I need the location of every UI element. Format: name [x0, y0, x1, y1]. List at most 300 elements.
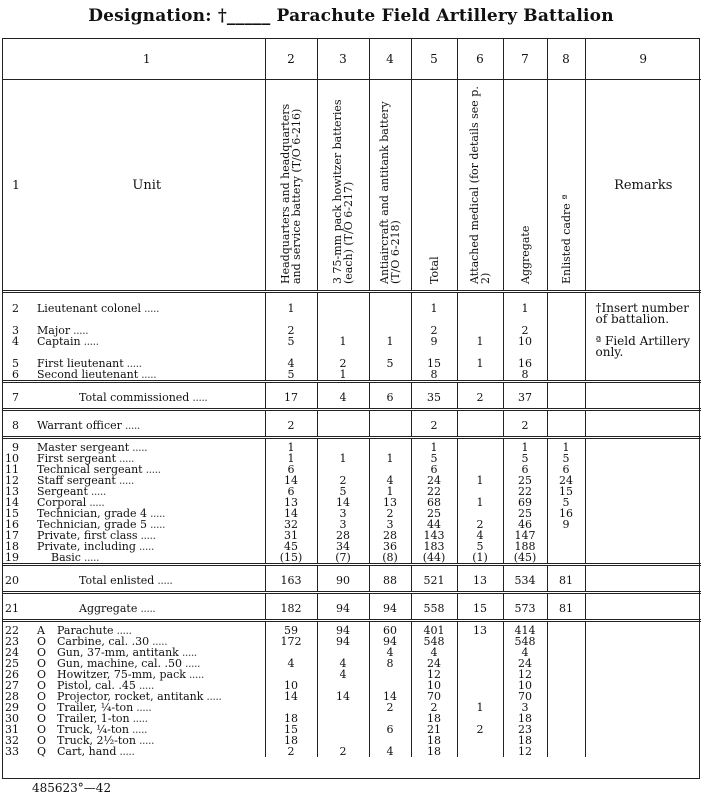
unit-cell: O Gun, 37-mm, antitank .....: [37, 646, 197, 659]
value-cell: (7): [317, 552, 369, 565]
table-row: [3, 621, 701, 637]
value-cell: 90: [317, 565, 369, 593]
item-code: Q: [37, 745, 47, 758]
remarks-cell: [585, 475, 701, 486]
remarks-cell: [585, 713, 701, 724]
value-cell: 15: [547, 486, 585, 497]
unit-label: Private, first class: [37, 529, 138, 542]
remarks-cell: [585, 702, 701, 713]
unit-label: Warrant officer: [37, 418, 122, 432]
value-cell: 69: [503, 497, 547, 508]
value-cell: 14: [265, 508, 317, 519]
value-cell: 573: [503, 593, 547, 621]
value-cell: 172: [265, 636, 317, 647]
item-code: O: [37, 712, 47, 725]
row-number: 29: [5, 701, 19, 714]
value-cell: 188: [503, 541, 547, 552]
value-cell: 2: [317, 358, 369, 369]
value-cell: 2: [265, 325, 317, 336]
value-cell: 21: [411, 724, 457, 735]
value-cell: [547, 410, 585, 438]
value-cell: 5: [369, 358, 411, 369]
table-row: [3, 486, 701, 497]
value-cell: 5: [265, 369, 317, 382]
value-cell: 2: [265, 746, 317, 757]
row-number: 8: [3, 410, 29, 438]
row-number: 13: [5, 485, 19, 498]
item-code: O: [37, 635, 47, 648]
unit-cell: O Carbine, cal. .30 .....: [37, 635, 168, 648]
value-cell: 2: [411, 702, 457, 713]
unit-cell: Basic .....: [51, 551, 99, 564]
value-cell: 34: [317, 541, 369, 552]
unit-cell: Sergeant .....: [37, 485, 106, 498]
table-row: [3, 552, 701, 565]
col-number: 7: [503, 39, 547, 80]
value-cell: 4: [457, 530, 503, 541]
remarks-cell: [585, 541, 701, 552]
value-cell: 94: [369, 636, 411, 647]
value-cell: [547, 621, 585, 637]
value-cell: 68: [411, 497, 457, 508]
value-cell: 17: [265, 382, 317, 410]
value-cell: 6: [265, 486, 317, 497]
value-cell: 3: [317, 508, 369, 519]
col-number: 9: [585, 39, 701, 80]
unit-label: Cart, hand: [57, 745, 117, 758]
value-cell: 24: [547, 475, 585, 486]
value-cell: 1: [317, 336, 369, 358]
value-cell: 6: [547, 464, 585, 475]
value-cell: 13: [457, 621, 503, 637]
item-code: O: [37, 690, 47, 703]
header-hq-battery: Headquarters and headquarters and service battery (T/O 6-216): [279, 103, 303, 284]
unit-label: First sergeant: [37, 452, 116, 465]
value-cell: [369, 292, 411, 326]
value-cell: [457, 735, 503, 746]
value-cell: [369, 410, 411, 438]
unit-cell: Total commissioned .....: [29, 382, 265, 410]
row-number: 24: [5, 646, 19, 659]
remark-note: †Insert number of battalion.: [595, 301, 689, 326]
value-cell: 25: [503, 475, 547, 486]
unit-cell: Corporal .....: [37, 496, 105, 509]
unit-cell: Staff sergeant .....: [37, 474, 134, 487]
remarks-cell: [585, 636, 701, 647]
remarks-cell: [585, 691, 701, 702]
value-cell: 548: [411, 636, 457, 647]
value-cell: 9: [547, 519, 585, 530]
value-cell: 14: [317, 497, 369, 508]
col-number: 8: [547, 39, 585, 80]
value-cell: 4: [317, 669, 369, 680]
value-cell: 1: [317, 369, 369, 382]
value-cell: 4: [369, 475, 411, 486]
row-number: 4: [12, 335, 19, 348]
unit-label: Staff sergeant: [37, 474, 116, 487]
remarks-cell: [585, 519, 701, 530]
row-number: 30: [5, 712, 19, 725]
value-cell: 10: [411, 680, 457, 691]
value-cell: 1: [369, 486, 411, 497]
value-cell: 558: [411, 593, 457, 621]
table-row: [3, 382, 701, 410]
value-cell: 22: [411, 486, 457, 497]
unit-cell: Technician, grade 4 .....: [37, 507, 166, 520]
row-number: 16: [5, 518, 19, 531]
row-number: 6: [12, 368, 19, 381]
remarks-cell: [585, 669, 701, 680]
value-cell: 12: [411, 669, 457, 680]
unit-cell: O Pistol, cal. .45 .....: [37, 679, 154, 692]
value-cell: [457, 658, 503, 669]
unit-cell: Private, first class .....: [37, 529, 156, 542]
unit-cell: Second lieutenant .....: [37, 368, 157, 381]
value-cell: [547, 735, 585, 746]
value-cell: [547, 658, 585, 669]
unit-label: Truck, ¼-ton: [57, 723, 130, 736]
value-cell: 14: [317, 691, 369, 702]
header-total: Total: [427, 256, 441, 284]
unit-label: Technical sergeant: [37, 463, 143, 476]
value-cell: 32: [265, 519, 317, 530]
row-number: 25: [5, 657, 19, 670]
row-number: 2: [12, 302, 19, 315]
value-cell: [547, 336, 585, 358]
unit-label: Technician, grade 5: [37, 518, 148, 531]
header-howitzer-batteries: 3 75-mm pack howitzer batteries (each) (T/O 6-217): [331, 99, 355, 284]
unit-cell: First sergeant .....: [37, 452, 134, 465]
value-cell: [547, 647, 585, 658]
value-cell: 24: [411, 475, 457, 486]
value-cell: 24: [503, 658, 547, 669]
unit-cell: Private, including .....: [37, 540, 154, 553]
value-cell: 15: [265, 724, 317, 735]
remarks-cell: [585, 410, 701, 438]
value-cell: 1: [317, 453, 369, 464]
value-cell: [547, 382, 585, 410]
header-row-number: 1: [3, 80, 29, 292]
value-cell: 1: [457, 475, 503, 486]
value-cell: 1: [265, 453, 317, 464]
value-cell: [457, 410, 503, 438]
remarks-cell: [585, 658, 701, 669]
value-cell: 60: [369, 621, 411, 637]
item-code: O: [37, 723, 47, 736]
item-code: O: [37, 701, 47, 714]
value-cell: 94: [369, 593, 411, 621]
unit-cell: Technical sergeant .....: [37, 463, 161, 476]
remarks-cell: [585, 530, 701, 541]
value-cell: 1: [411, 292, 457, 326]
value-cell: 2: [411, 325, 457, 336]
value-cell: [547, 702, 585, 713]
value-cell: 18: [503, 735, 547, 746]
unit-label: Gun, machine, cal. .50: [57, 657, 183, 670]
remarks-cell: [585, 647, 701, 658]
value-cell: 14: [265, 475, 317, 486]
col-number: 3: [317, 39, 369, 80]
unit-label: Aggregate: [79, 601, 138, 615]
column-number-row: [3, 39, 701, 80]
print-code: 485623°—42: [32, 781, 112, 795]
remarks-cell: [585, 621, 701, 637]
value-cell: [317, 713, 369, 724]
unit-label: Trailer, ¼-ton: [57, 701, 134, 714]
header-aa-at-battery: Antiaircraft and antitank battery (T/O 6-218): [378, 101, 402, 284]
value-cell: 18: [411, 746, 457, 757]
unit-label: Corporal: [37, 496, 87, 509]
value-cell: 12: [503, 669, 547, 680]
table-row: [3, 336, 701, 358]
value-cell: 10: [503, 680, 547, 691]
organization-table: [3, 39, 701, 757]
value-cell: 4: [265, 658, 317, 669]
value-cell: [547, 669, 585, 680]
value-cell: [317, 410, 369, 438]
value-cell: 81: [547, 565, 585, 593]
value-cell: 14: [369, 691, 411, 702]
row-number: 12: [5, 474, 19, 487]
value-cell: 3: [317, 519, 369, 530]
value-cell: 45: [265, 541, 317, 552]
value-cell: 4: [503, 647, 547, 658]
value-cell: 4: [369, 647, 411, 658]
value-cell: 1: [457, 497, 503, 508]
value-cell: 8: [503, 369, 547, 382]
value-cell: 2: [265, 410, 317, 438]
row-number: 18: [5, 540, 19, 553]
value-cell: [369, 438, 411, 454]
row-number: 7: [3, 382, 29, 410]
value-cell: 5: [547, 453, 585, 464]
value-cell: 2: [457, 724, 503, 735]
row-number: 26: [5, 668, 19, 681]
value-cell: 2: [457, 382, 503, 410]
value-cell: 70: [503, 691, 547, 702]
value-cell: 70: [411, 691, 457, 702]
unit-label: Second lieutenant: [37, 368, 139, 381]
value-cell: [369, 669, 411, 680]
unit-cell: Major .....: [37, 324, 89, 337]
value-cell: (15): [265, 552, 317, 565]
value-cell: [457, 636, 503, 647]
value-cell: 414: [503, 621, 547, 637]
item-code: O: [37, 679, 47, 692]
table-row: [3, 410, 701, 438]
unit-label: Truck, 2½-ton: [57, 734, 137, 747]
row-number: 31: [5, 723, 19, 736]
row-number: 22: [3, 621, 29, 637]
value-cell: 94: [317, 593, 369, 621]
unit-label: Sergeant: [37, 485, 88, 498]
value-cell: 13: [369, 497, 411, 508]
unit-cell: O Truck, ¼-ton .....: [37, 723, 147, 736]
value-cell: [547, 530, 585, 541]
value-cell: [457, 746, 503, 757]
row-number: 11: [5, 463, 19, 476]
value-cell: 1: [503, 292, 547, 326]
value-cell: 13: [265, 497, 317, 508]
row-number: 32: [5, 734, 19, 747]
remarks-cell: [585, 497, 701, 508]
row-number: 5: [12, 357, 19, 370]
value-cell: 5: [503, 453, 547, 464]
value-cell: 2: [503, 410, 547, 438]
value-cell: 59: [265, 621, 317, 637]
remarks-cell: [585, 486, 701, 497]
value-cell: 18: [411, 735, 457, 746]
row-number: 17: [5, 529, 19, 542]
value-cell: 28: [317, 530, 369, 541]
row-number: 10: [5, 452, 19, 465]
value-cell: 18: [265, 713, 317, 724]
unit-cell: A Parachute .....: [29, 621, 265, 637]
value-cell: 5: [547, 497, 585, 508]
row-number: 3: [12, 324, 19, 337]
unit-label: Trailer, 1-ton: [57, 712, 130, 725]
value-cell: 5: [317, 486, 369, 497]
col-number: 2: [265, 39, 317, 80]
value-cell: 23: [503, 724, 547, 735]
unit-cell: Lieutenant colonel .....: [37, 302, 160, 315]
value-cell: [457, 453, 503, 464]
header-attached-medical: Attached medical (for details see p. 2): [468, 86, 492, 284]
row-number: 15: [5, 507, 19, 520]
col-number: 5: [411, 39, 457, 80]
table-row: [3, 292, 701, 326]
value-cell: 2: [457, 519, 503, 530]
value-cell: [547, 680, 585, 691]
value-cell: 2: [317, 475, 369, 486]
value-cell: 16: [547, 508, 585, 519]
row-number: 21: [3, 593, 29, 621]
value-cell: 5: [265, 336, 317, 358]
value-cell: [317, 292, 369, 326]
value-cell: [547, 541, 585, 552]
unit-label: Gun, 37-mm, antitank: [57, 646, 179, 659]
unit-cell: Aggregate .....: [29, 593, 265, 621]
value-cell: 5: [457, 541, 503, 552]
remarks-cell: [585, 508, 701, 519]
value-cell: 6: [369, 382, 411, 410]
value-cell: 24: [411, 658, 457, 669]
item-code: O: [37, 646, 47, 659]
value-cell: 1: [457, 358, 503, 369]
value-cell: 25: [503, 508, 547, 519]
table-row: [3, 593, 701, 621]
unit-label: Pistol, cal. .45: [57, 679, 136, 692]
unit-cell: O Trailer, 1-ton .....: [37, 712, 148, 725]
remarks-cell: [585, 593, 701, 621]
value-cell: [457, 292, 503, 326]
table-frame: [2, 38, 700, 779]
value-cell: 2: [503, 325, 547, 336]
value-cell: 12: [503, 746, 547, 757]
value-cell: 10: [265, 680, 317, 691]
header-row: [3, 80, 701, 292]
unit-label: Major: [37, 324, 71, 337]
value-cell: [317, 724, 369, 735]
value-cell: 1: [265, 438, 317, 454]
remarks-cell: [585, 382, 701, 410]
value-cell: [547, 358, 585, 369]
value-cell: 163: [265, 565, 317, 593]
item-code: A: [37, 624, 45, 637]
unit-cell: O Truck, 2½-ton .....: [37, 734, 154, 747]
unit-label: Private, including: [37, 540, 136, 553]
col-number: 1: [29, 39, 265, 80]
value-cell: 46: [503, 519, 547, 530]
remarks-cell: [585, 464, 701, 475]
value-cell: 88: [369, 565, 411, 593]
unit-label: First lieutenant: [37, 357, 124, 370]
page-title: Designation: †_____ Parachute Field Artillery Battalion: [88, 6, 614, 26]
value-cell: [547, 369, 585, 382]
value-cell: 183: [411, 541, 457, 552]
unit-label: Howitzer, 75-mm, pack: [57, 668, 186, 681]
value-cell: [547, 691, 585, 702]
value-cell: 3: [503, 702, 547, 713]
value-cell: 2: [317, 746, 369, 757]
table-row: [3, 541, 701, 552]
value-cell: 94: [317, 621, 369, 637]
value-cell: [457, 680, 503, 691]
value-cell: 36: [369, 541, 411, 552]
value-cell: 22: [503, 486, 547, 497]
value-cell: 10: [503, 336, 547, 358]
remarks-cell: [585, 565, 701, 593]
row-number: 23: [5, 635, 19, 648]
value-cell: 1: [457, 702, 503, 713]
col-number: 4: [369, 39, 411, 80]
value-cell: [457, 647, 503, 658]
value-cell: 4: [369, 746, 411, 757]
value-cell: 2: [369, 702, 411, 713]
unit-label: Captain: [37, 335, 81, 348]
value-cell: 548: [503, 636, 547, 647]
value-cell: 15: [457, 593, 503, 621]
table-row: [3, 746, 701, 757]
value-cell: 44: [411, 519, 457, 530]
value-cell: 16: [503, 358, 547, 369]
unit-label: Master sergeant: [37, 441, 130, 454]
value-cell: 2: [369, 508, 411, 519]
value-cell: 28: [369, 530, 411, 541]
row-number: 28: [5, 690, 19, 703]
value-cell: 37: [503, 382, 547, 410]
table-row: [3, 369, 701, 382]
value-cell: 521: [411, 565, 457, 593]
unit-cell: O Projector, rocket, antitank .....: [37, 690, 222, 703]
value-cell: [369, 369, 411, 382]
value-cell: [547, 636, 585, 647]
remark-note: ª Field Artillery only.: [595, 334, 690, 359]
unit-cell: Technician, grade 5 .....: [37, 518, 166, 531]
unit-cell: O Gun, machine, cal. .50 .....: [37, 657, 200, 670]
value-cell: 3: [369, 519, 411, 530]
unit-label: Lieutenant colonel: [37, 302, 142, 315]
value-cell: [457, 669, 503, 680]
value-cell: 4: [317, 658, 369, 669]
header-remarks: Remarks: [585, 80, 701, 292]
value-cell: (1): [457, 552, 503, 565]
value-cell: 94: [317, 636, 369, 647]
value-cell: [547, 746, 585, 757]
remarks-cell: [585, 735, 701, 746]
unit-cell: O Trailer, ¼-ton .....: [37, 701, 152, 714]
value-cell: 6: [369, 724, 411, 735]
